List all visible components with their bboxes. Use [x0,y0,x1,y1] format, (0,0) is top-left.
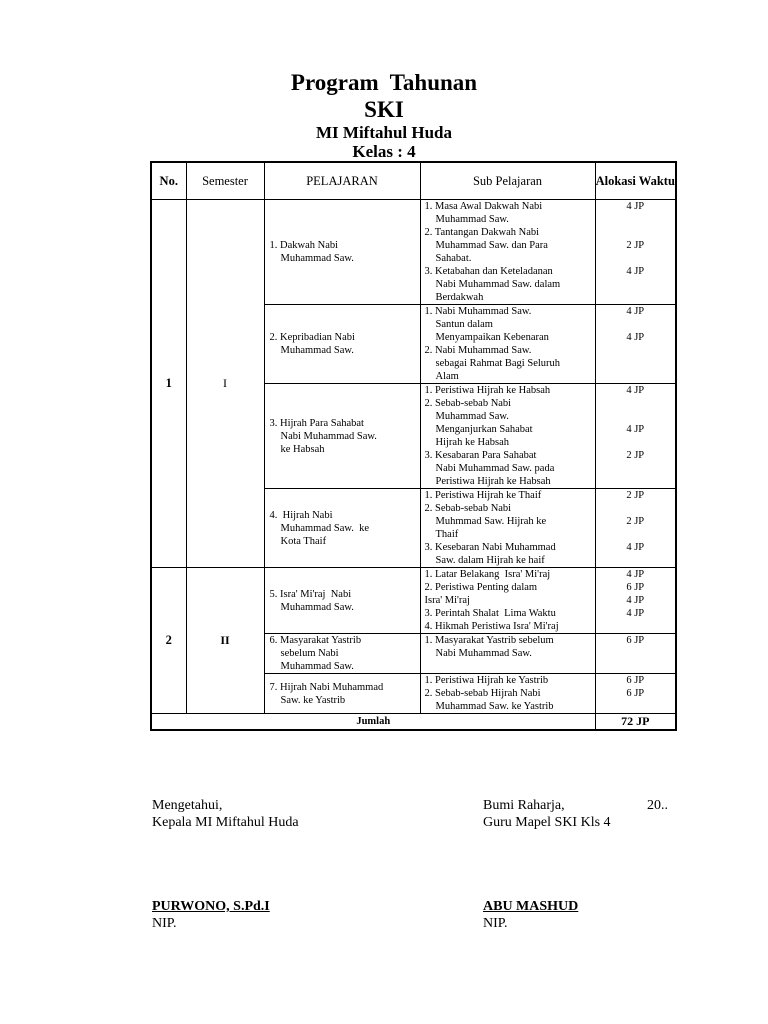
sub-pelajaran-line: Muhammad Saw. [435,411,509,422]
sub-pelajaran-line: Menyampaikan Kebenaran [435,332,549,343]
sub-pelajaran-line: Nabi Muhammad Saw. pada [435,463,555,474]
table-header-row [151,162,676,200]
alokasi-waktu-cell [595,634,676,674]
sub-pelajaran-cell [420,200,595,305]
sub-pelajaran-line: 2. Sebab-sebab Nabi [424,398,512,409]
pelajaran-line: sebelum Nabi [280,648,339,659]
sub-pelajaran-cell [420,489,595,568]
alokasi-value: 4 JP [626,266,645,277]
pelajaran-cell [264,568,420,634]
alokasi-value: 2 JP [626,516,645,527]
sub-pelajaran-line: Muhammad Saw. [435,214,509,225]
column-header-alokasi-waktu: Alokasi Waktu [595,162,676,200]
alokasi-value [596,278,676,291]
alokasi-value [596,252,676,265]
pelajaran-line: Nabi Muhammad Saw. [280,430,377,442]
alokasi-value: 2 JP [626,240,645,251]
sub-pelajaran-line: Nabi Muhammad Saw. [435,648,532,659]
alokasi-value [596,397,676,410]
alokasi-value [596,318,676,331]
alokasi-waktu-cell [595,305,676,384]
pelajaran-line: Saw. ke Yastrib [280,694,346,706]
sub-pelajaran-line: 3. Kesebaran Nabi Muhammad [424,542,556,553]
total-value: 72 JP [595,714,676,731]
column-header-pelajaran: PELAJARAN [264,162,420,200]
sub-pelajaran-line: 1. Nabi Muhammad Saw. [424,306,532,317]
table-row [151,200,676,305]
sub-pelajaran-line: 4. Hikmah Peristiwa Isra' Mi'raj [424,621,559,632]
sub-pelajaran-line: 2. Sebab-sebab Hijrah Nabi [424,688,541,699]
pelajaran-line: Muhammad Saw. ke [280,522,370,534]
sub-pelajaran-cell [420,634,595,674]
class-label: Kelas : 4 [352,142,416,161]
alokasi-value: 4 JP [626,201,645,212]
pelajaran-line: Kota Thaif [280,535,327,547]
alokasi-value [596,528,676,541]
column-header-no: No. [151,162,186,200]
alokasi-value [596,226,676,239]
alokasi-value: 4 JP [626,595,645,606]
alokasi-value: 4 JP [626,306,645,317]
alokasi-value: 6 JP [626,582,645,593]
pelajaran-line: 2. Kepribadian Nabi [269,332,355,343]
alokasi-value [596,370,676,383]
semester-cell: I [186,200,264,568]
sub-pelajaran-line: 1. Masyarakat Yastrib sebelum [424,635,554,646]
alokasi-value [596,344,676,357]
sub-pelajaran-line: Sahabat. [435,253,472,264]
principal-nip: NIP. [152,916,177,931]
document-title: Program Tahunan [290,70,478,95]
sub-pelajaran-line: Saw. dalam Hijrah ke haif [435,555,545,566]
sub-pelajaran-line: 1. Peristiwa Hijrah ke Habsah [424,385,551,396]
pelajaran-cell [264,200,420,305]
sub-pelajaran-line: 2. Tantangan Dakwah Nabi [424,227,540,238]
pelajaran-line: ke Habsah [280,443,325,455]
total-row [151,714,676,731]
pelajaran-line: Muhammad Saw. [280,661,354,672]
principal-title: Kepala MI Miftahul Huda [152,815,299,830]
program-table [150,161,677,731]
alokasi-value: 4 JP [626,332,645,343]
alokasi-value [596,291,676,304]
sub-pelajaran-line: Menganjurkan Sahabat [435,424,533,435]
sub-pelajaran-line: Hijrah ke Habsah [435,437,509,448]
school-name: MI Miftahul Huda [315,123,453,142]
alokasi-value [596,502,676,515]
sub-pelajaran-line: 2. Peristiwa Penting dalam [424,582,538,593]
sub-pelajaran-line: 1. Masa Awal Dakwah Nabi [424,201,543,212]
pelajaran-cell [264,634,420,674]
pelajaran-cell [264,674,420,714]
sub-pelajaran-line: 3. Kesabaran Para Sahabat [424,450,537,461]
alokasi-value [596,620,676,633]
subject-title: SKI [364,97,404,122]
sub-pelajaran-cell [420,305,595,384]
sub-pelajaran-line: 3. Perintah Shalat Lima Waktu [424,608,556,619]
pelajaran-line: 5. Isra' Mi'raj Nabi [269,588,352,600]
teacher-nip: NIP. [483,916,508,931]
sub-pelajaran-line: sebagai Rahmat Bagi Seluruh [435,358,561,369]
pelajaran-line: Muhammad Saw. [280,601,354,613]
teacher-title: Guru Mapel SKI Kls 4 [483,815,611,830]
sub-pelajaran-line: 3. Ketabahan dan Keteladanan [424,266,553,277]
sub-pelajaran-line: Muhammad Saw. ke Yastrib [435,701,554,712]
sub-pelajaran-line: 2. Sebab-sebab Nabi [424,503,512,514]
principal-name: PURWONO, S.Pd.I [152,899,270,914]
sub-pelajaran-line: Santun dalam [435,319,493,330]
sub-pelajaran-line: Nabi Muhammad Saw. dalam [435,279,561,290]
sub-pelajaran-line: 2. Nabi Muhammad Saw. [424,345,532,356]
pelajaran-cell [264,489,420,568]
sub-pelajaran-line: 1. Peristiwa Hijrah ke Yastrib [424,675,549,686]
alokasi-value: 4 JP [626,608,645,619]
alokasi-value: 6 JP [626,635,645,646]
pelajaran-line: 1. Dakwah Nabi [269,240,339,251]
sub-pelajaran-cell [420,384,595,489]
sub-pelajaran-line: Isra' Mi'raj [424,595,470,606]
alokasi-value: 4 JP [626,424,645,435]
column-header-sub-pelajaran: Sub Pelajaran [420,162,595,200]
alokasi-value [596,436,676,449]
alokasi-value [596,700,676,713]
place-label: Bumi Raharja, [483,798,565,813]
alokasi-value: 4 JP [626,385,645,396]
acknowledge-label: Mengetahui, [152,798,223,813]
alokasi-waktu-cell [595,384,676,489]
pelajaran-line: Muhammad Saw. [280,253,354,264]
sub-pelajaran-line: 1. Latar Belakang Isra' Mi'raj [424,569,551,580]
alokasi-value [596,475,676,488]
alokasi-value: 2 JP [626,450,645,461]
sub-pelajaran-cell [420,568,595,634]
row-number: 1 [151,200,186,568]
alokasi-value [596,462,676,475]
alokasi-value: 4 JP [626,569,645,580]
semester-cell: II [186,568,264,714]
alokasi-waktu-cell [595,568,676,634]
column-header-semester: Semester [186,162,264,200]
table-row [151,568,676,634]
pelajaran-line: 3. Hijrah Para Sahabat [269,417,364,429]
pelajaran-cell [264,384,420,489]
pelajaran-cell [264,305,420,384]
alokasi-value: 6 JP [626,688,645,699]
sub-pelajaran-line: Peristiwa Hijrah ke Habsah [435,476,551,487]
alokasi-value: 2 JP [626,490,645,501]
sub-pelajaran-line: Muhmmad Saw. Hijrah ke [435,516,547,527]
teacher-name: ABU MASHUD [483,899,579,914]
date-label: 20.. [647,798,668,813]
pelajaran-line: 7. Hijrah Nabi Muhammad [269,681,384,693]
alokasi-waktu-cell [595,674,676,714]
pelajaran-line: 4. Hijrah Nabi [269,509,333,521]
total-label: Jumlah [151,714,595,731]
alokasi-value [596,357,676,370]
row-number: 2 [151,568,186,714]
pelajaran-line: Muhammad Saw. [280,345,354,356]
sub-pelajaran-line: Alam [435,371,459,382]
sub-pelajaran-line: Thaif [435,529,459,540]
alokasi-value [596,410,676,423]
sub-pelajaran-line: 1. Peristiwa Hijrah ke Thaif [424,490,542,501]
sub-pelajaran-line: Muhammad Saw. dan Para [435,240,548,251]
sub-pelajaran-line: Berdakwah [435,292,484,303]
alokasi-waktu-cell [595,489,676,568]
sub-pelajaran-cell [420,674,595,714]
pelajaran-line: 6. Masyarakat Yastrib [269,635,362,646]
alokasi-value [596,554,676,567]
alokasi-value: 6 JP [626,675,645,686]
alokasi-waktu-cell [595,200,676,305]
alokasi-value [596,647,676,660]
alokasi-value: 4 JP [626,542,645,553]
alokasi-value [596,213,676,226]
